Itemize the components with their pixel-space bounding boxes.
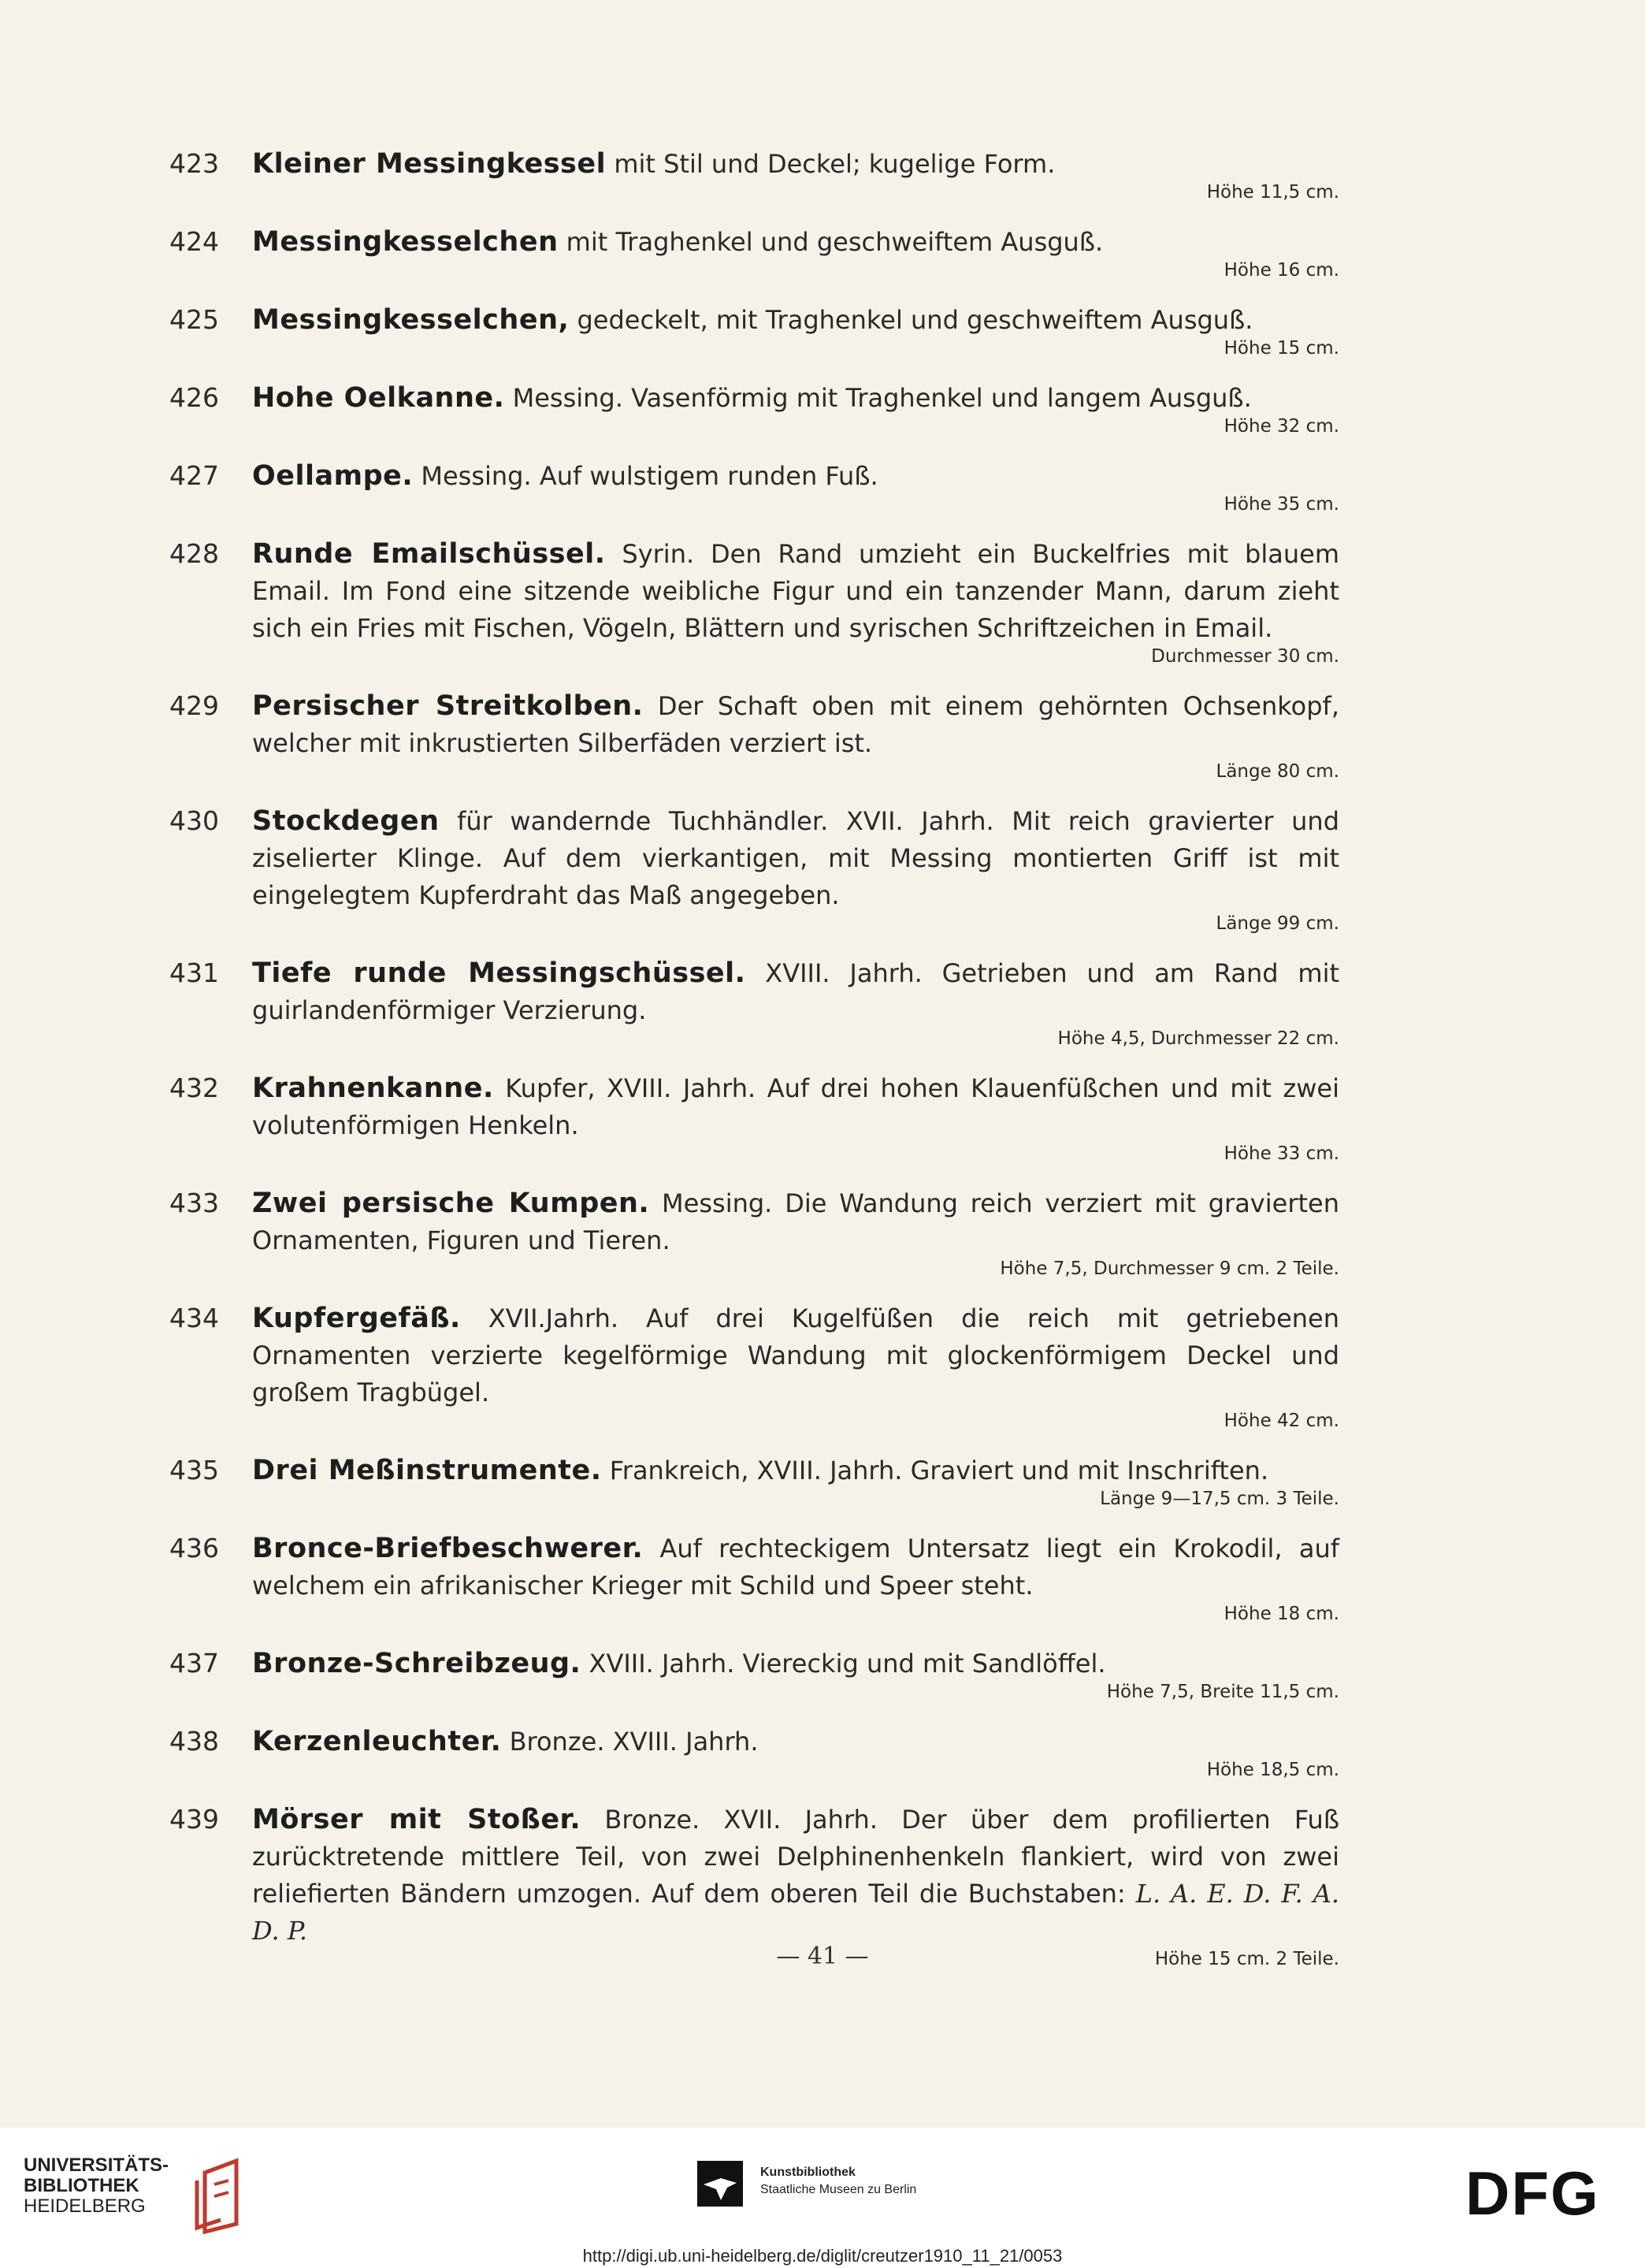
entry-text: Bronze. XVIII. Jahrh. — [501, 1727, 759, 1757]
catalog-entry — [169, 688, 1339, 787]
entry-text: für wandernde Tuchhändler. XVII. Jahrh. Mit reich gravierter und ziselierter Klinge. Auf dem vierkantigen, mit Messing montierten Griff ist mit eingelegtem Kupferdraht das Maß angegeben. — [252, 806, 1339, 910]
entry-text: Frankreich, XVIII. Jahrh. Graviert und mit Inschriften. — [601, 1456, 1269, 1485]
entry-text: Kupfer, XVIII. Jahrh. Auf drei hohen Klauenfüßchen und mit zwei volutenförmigen Henkeln. — [252, 1073, 1339, 1140]
entry-text: XVIII. Jahrh. Viereckig und mit Sandlöffel. — [581, 1649, 1106, 1679]
entry-measurement: Höhe 42 cm. — [1224, 1411, 1339, 1431]
entry-body — [252, 1452, 1339, 1515]
entry-measurement: Höhe 7,5, Durchmesser 9 cm. 2 Teile. — [1000, 1259, 1339, 1279]
entry-number: 438 — [169, 1726, 219, 1757]
entry-body — [252, 536, 1339, 672]
catalog-entry — [169, 1452, 1339, 1515]
entry-body — [252, 1530, 1339, 1630]
entry-title: Bronze-Schreibzeug. — [252, 1648, 581, 1679]
kunstbibliothek-logo[interactable] — [697, 2161, 1012, 2216]
entry-title: Stockdegen — [252, 805, 440, 837]
entry-measurement: Höhe 18,5 cm. — [1206, 1760, 1339, 1780]
entry-text: gedeckelt, mit Traghenkel und geschweiftem Ausguß. — [569, 305, 1253, 335]
entry-text: Syrin. Den Rand umzieht ein Buckelfries mit blauem Email. Im Fond eine sitzende weibliche Figur und ein tanzender Mann, darum zieht sich ein Fries mit Fischen, Vögeln, Blättern und syrischen Schriftzeichen in Email. — [252, 539, 1339, 643]
catalog-entry — [169, 1723, 1339, 1786]
entry-measurement: Höhe 16 cm. — [1224, 260, 1339, 281]
entry-title: Drei Meßinstrumente. — [252, 1455, 602, 1486]
entry-title: Runde Emailschüssel. — [252, 538, 606, 570]
entry-body — [252, 688, 1339, 787]
entry-body — [252, 955, 1339, 1054]
entry-title: Krahnenkanne. — [252, 1073, 494, 1104]
entry-title: Mörser mit Stoßer. — [252, 1804, 581, 1835]
university-library-logo[interactable] — [24, 2155, 244, 2234]
entry-measurement: Höhe 15 cm. 2 Teile. — [1154, 1949, 1339, 1969]
entry-measurement: Höhe 18 cm. — [1224, 1604, 1339, 1624]
entry-measurement: Länge 80 cm. — [1216, 761, 1339, 782]
entry-measurement: Höhe 15 cm. — [1224, 338, 1339, 359]
entry-text: mit Traghenkel und geschweiftem Ausguß. — [558, 227, 1104, 257]
entry-measurement: Höhe 4,5, Durchmesser 22 cm. — [1057, 1028, 1339, 1049]
entry-number: 431 — [169, 957, 219, 988]
entry-measurement: Höhe 33 cm. — [1224, 1143, 1339, 1164]
entry-title: Hohe Oelkanne. — [252, 382, 505, 414]
kb-name: Kunstbibliothek — [760, 2166, 856, 2179]
entry-number: 428 — [169, 538, 219, 569]
entry-title: Bronce-Briefbeschwerer. — [252, 1533, 644, 1564]
entry-text: Messing. Die Wandung reich verziert mit gravierten Ornamenten, Figuren und Tieren. — [252, 1188, 1339, 1255]
catalog-entry — [169, 955, 1339, 1054]
entry-title: Oellampe. — [252, 460, 414, 492]
entry-measurement: Länge 99 cm. — [1216, 913, 1339, 934]
dfg-logo[interactable]: DFG — [1465, 2158, 1600, 2228]
entry-title: Kleiner Messingkessel — [252, 148, 607, 180]
catalog-entry — [169, 224, 1339, 286]
entry-title: Tiefe runde Messingschüssel. — [252, 957, 746, 989]
entry-text: XVIII. Jahrh. Getrieben und am Rand mit guirlandenförmiger Verzierung. — [252, 958, 1340, 1025]
entry-text: Bronze. XVII. Jahrh. Der über dem profilierten Fuß zurücktretende mittlere Teil, von zwei Delphinenhenkeln flankiert, wird von zwei reliefierten Bändern umzogen. Auf dem oberen Teil die Buchstaben: — [252, 1805, 1339, 1909]
entry-body — [252, 302, 1339, 364]
catalog-entry — [169, 1070, 1339, 1169]
entry-title: Persischer Streitkolben. — [252, 690, 644, 722]
entry-number: 437 — [169, 1648, 219, 1679]
uni-logo-line3: HEIDELBERG — [24, 2195, 146, 2217]
catalog-entry — [169, 1185, 1339, 1285]
entry-number: 430 — [169, 805, 219, 836]
entry-body — [252, 1070, 1339, 1169]
entry-text: XVII.Jahrh. Auf drei Kugelfüßen die reich mit getriebenen Ornamenten verzierte kegelförmige Wandung mit glockenförmigem Deckel und großem Tragbügel. — [252, 1303, 1339, 1407]
entry-text: Auf rechteckigem Untersatz liegt ein Krokodil, auf welchem ein afrikanischer Krieger mit Schild und Speer steht. — [252, 1534, 1339, 1601]
entry-title: Messingkesselchen, — [252, 304, 570, 336]
entry-italic-letters: L. A. E. D. F. A. D. P. — [252, 1879, 1340, 1946]
catalog-entry — [169, 1530, 1339, 1630]
entry-body — [252, 1300, 1339, 1437]
entry-text: mit Stil und Deckel; kugelige Form. — [606, 149, 1056, 179]
entry-body — [252, 1723, 1339, 1786]
uni-heidelberg-mark-icon — [189, 2157, 252, 2236]
entry-number: 429 — [169, 690, 219, 721]
entry-body — [252, 1645, 1339, 1708]
catalog-entry — [169, 536, 1339, 672]
entry-body — [252, 803, 1339, 939]
entry-title: Zwei persische Kumpen. — [252, 1188, 650, 1219]
catalog-entry — [169, 380, 1339, 442]
permalink-url[interactable]: http://digi.ub.uni-heidelberg.de/diglit/creutzer1910_11_21/0053 — [582, 2246, 1063, 2266]
kunstbibliothek-text — [760, 2164, 916, 2199]
catalog-entry — [169, 1300, 1339, 1437]
entry-number: 434 — [169, 1303, 219, 1333]
catalog-entries — [169, 146, 1339, 1991]
entry-measurement: Länge 9—17,5 cm. 3 Teile. — [1100, 1489, 1339, 1509]
entry-number: 424 — [169, 226, 219, 257]
uni-logo-line1: UNIVERSITÄTS- — [24, 2155, 169, 2176]
kunstbibliothek-mark-icon — [697, 2161, 743, 2207]
entry-number: 439 — [169, 1804, 219, 1835]
entry-text: Messing. Auf wulstigem runden Fuß. — [413, 461, 878, 491]
entry-body — [252, 380, 1339, 442]
entry-body — [252, 458, 1339, 520]
catalog-entry — [169, 146, 1339, 208]
entry-number: 435 — [169, 1455, 219, 1485]
entry-text: Der Schaft oben mit einem gehörnten Ochsenkopf, welcher mit inkrustierten Silberfäden verziert ist. — [252, 691, 1339, 758]
entry-title: Messingkesselchen — [252, 226, 559, 258]
entry-number: 425 — [169, 304, 219, 335]
entry-number: 427 — [169, 460, 219, 491]
entry-measurement: Höhe 32 cm. — [1224, 416, 1339, 437]
entry-title: Kerzenleuchter. — [252, 1726, 502, 1757]
kb-subtitle: Staatliche Museen zu Berlin — [760, 2183, 917, 2196]
catalog-entry — [169, 1645, 1339, 1708]
eagle-icon — [697, 2161, 743, 2207]
entry-number: 433 — [169, 1188, 219, 1218]
entry-number: 423 — [169, 148, 219, 179]
uni-logo-line2: BIBLIOTHEK — [24, 2175, 139, 2196]
entry-title: Kupfergefäß. — [252, 1303, 461, 1334]
page-number: — 41 — — [776, 1943, 869, 1970]
catalog-entry — [169, 302, 1339, 364]
entry-measurement: Höhe 35 cm. — [1224, 494, 1339, 515]
catalog-entry — [169, 803, 1339, 939]
digitization-footer — [0, 2128, 1645, 2268]
entry-body — [252, 224, 1339, 286]
entry-measurement: Durchmesser 30 cm. — [1151, 646, 1339, 667]
catalog-entry — [169, 458, 1339, 520]
entry-number: 432 — [169, 1073, 219, 1103]
entry-number: 426 — [169, 382, 219, 413]
entry-body — [252, 146, 1339, 208]
entry-measurement: Höhe 7,5, Breite 11,5 cm. — [1106, 1682, 1339, 1702]
entry-number: 436 — [169, 1533, 219, 1563]
entry-body — [252, 1185, 1339, 1285]
entry-measurement: Höhe 11,5 cm. — [1206, 182, 1339, 203]
entry-text: Messing. Vasenförmig mit Traghenkel und langem Ausguß. — [504, 383, 1252, 413]
